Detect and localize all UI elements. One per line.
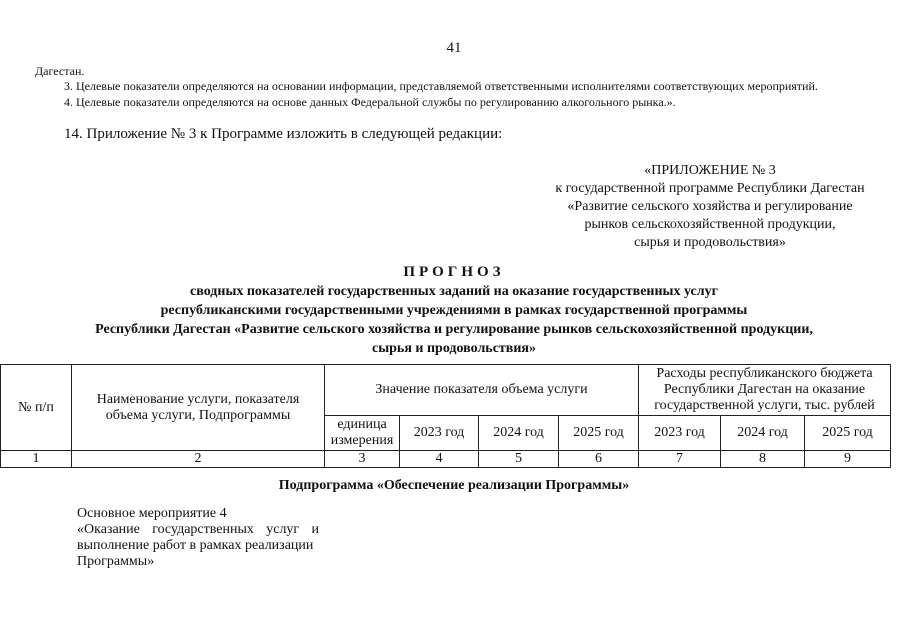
header-budget-group: Расходы республиканского бюджета Республики Дагестан на оказание государственной услуги, тыс. рублей xyxy=(639,365,891,416)
activity-line-4: Программы» xyxy=(77,554,155,569)
header-num: № п/п xyxy=(1,365,72,451)
column-number: 6 xyxy=(559,451,639,468)
title-line-3: Республики Дагестан «Развитие сельского хозяйства и регулирование рынков сельскохозяйственной продукции, xyxy=(95,322,813,337)
header-unit: единица измерения xyxy=(325,416,400,451)
activity-line-2: «Оказание государственных услуг и xyxy=(77,522,319,537)
appendix-line-2: к государственной программе Республики Дагестан xyxy=(555,181,865,196)
page-number: 41 xyxy=(446,40,462,56)
column-number: 1 xyxy=(1,451,72,468)
appendix-header xyxy=(520,162,900,252)
activity-text xyxy=(77,506,319,570)
clause-14: 14. Приложение № 3 к Программе изложить в следующей редакции: xyxy=(64,126,503,142)
title-line-4: сырья и продовольствия» xyxy=(372,341,536,356)
header-budget-2024: 2024 год xyxy=(721,416,805,451)
header-name: Наименование услуги, показателя объема услуги, Подпрограммы xyxy=(72,365,325,451)
note-3: 3. Целевые показатели определяются на основании информации, представляемой ответственными исполнителями соответствующих мероприятий. xyxy=(64,79,818,93)
appendix-line-5: сырья и продовольствия» xyxy=(634,235,786,250)
column-number: 5 xyxy=(479,451,559,468)
activity-line-3: выполнение работ в рамках реализации xyxy=(77,538,314,553)
forecast-table xyxy=(0,364,891,468)
activity-line-1: Основное мероприятие 4 xyxy=(77,506,227,521)
appendix-line-1: «ПРИЛОЖЕНИЕ № 3 xyxy=(644,163,776,178)
header-value-2024: 2024 год xyxy=(479,416,559,451)
title-line-2: республиканскими государственными учреждениями в рамках государственной программы xyxy=(160,303,748,318)
appendix-line-3: «Развитие сельского хозяйства и регулирование xyxy=(567,199,853,214)
header-value-2023: 2023 год xyxy=(400,416,479,451)
title-main: ПРОГНОЗ xyxy=(403,264,505,280)
subprogram-heading: Подпрограмма «Обеспечение реализации Программы» xyxy=(278,478,630,493)
column-number: 2 xyxy=(72,451,325,468)
column-number: 7 xyxy=(639,451,721,468)
header-budget-2025: 2025 год xyxy=(805,416,891,451)
note-4: 4. Целевые показатели определяются на основе данных Федеральной службы по регулированию алкогольного рынка.». xyxy=(64,95,676,109)
column-number: 8 xyxy=(721,451,805,468)
title-line-1: сводных показателей государственных заданий на оказание государственных услуг xyxy=(190,284,718,299)
header-budget-2023: 2023 год xyxy=(639,416,721,451)
header-value-2025: 2025 год xyxy=(559,416,639,451)
document-title xyxy=(0,263,908,358)
header-value-group: Значение показателя объема услуги xyxy=(325,365,639,416)
column-number: 3 xyxy=(325,451,400,468)
note-continuation: Дагестан. xyxy=(35,64,85,78)
column-number: 9 xyxy=(805,451,891,468)
column-number: 4 xyxy=(400,451,479,468)
appendix-line-4: рынков сельскохозяйственной продукции, xyxy=(584,217,836,232)
